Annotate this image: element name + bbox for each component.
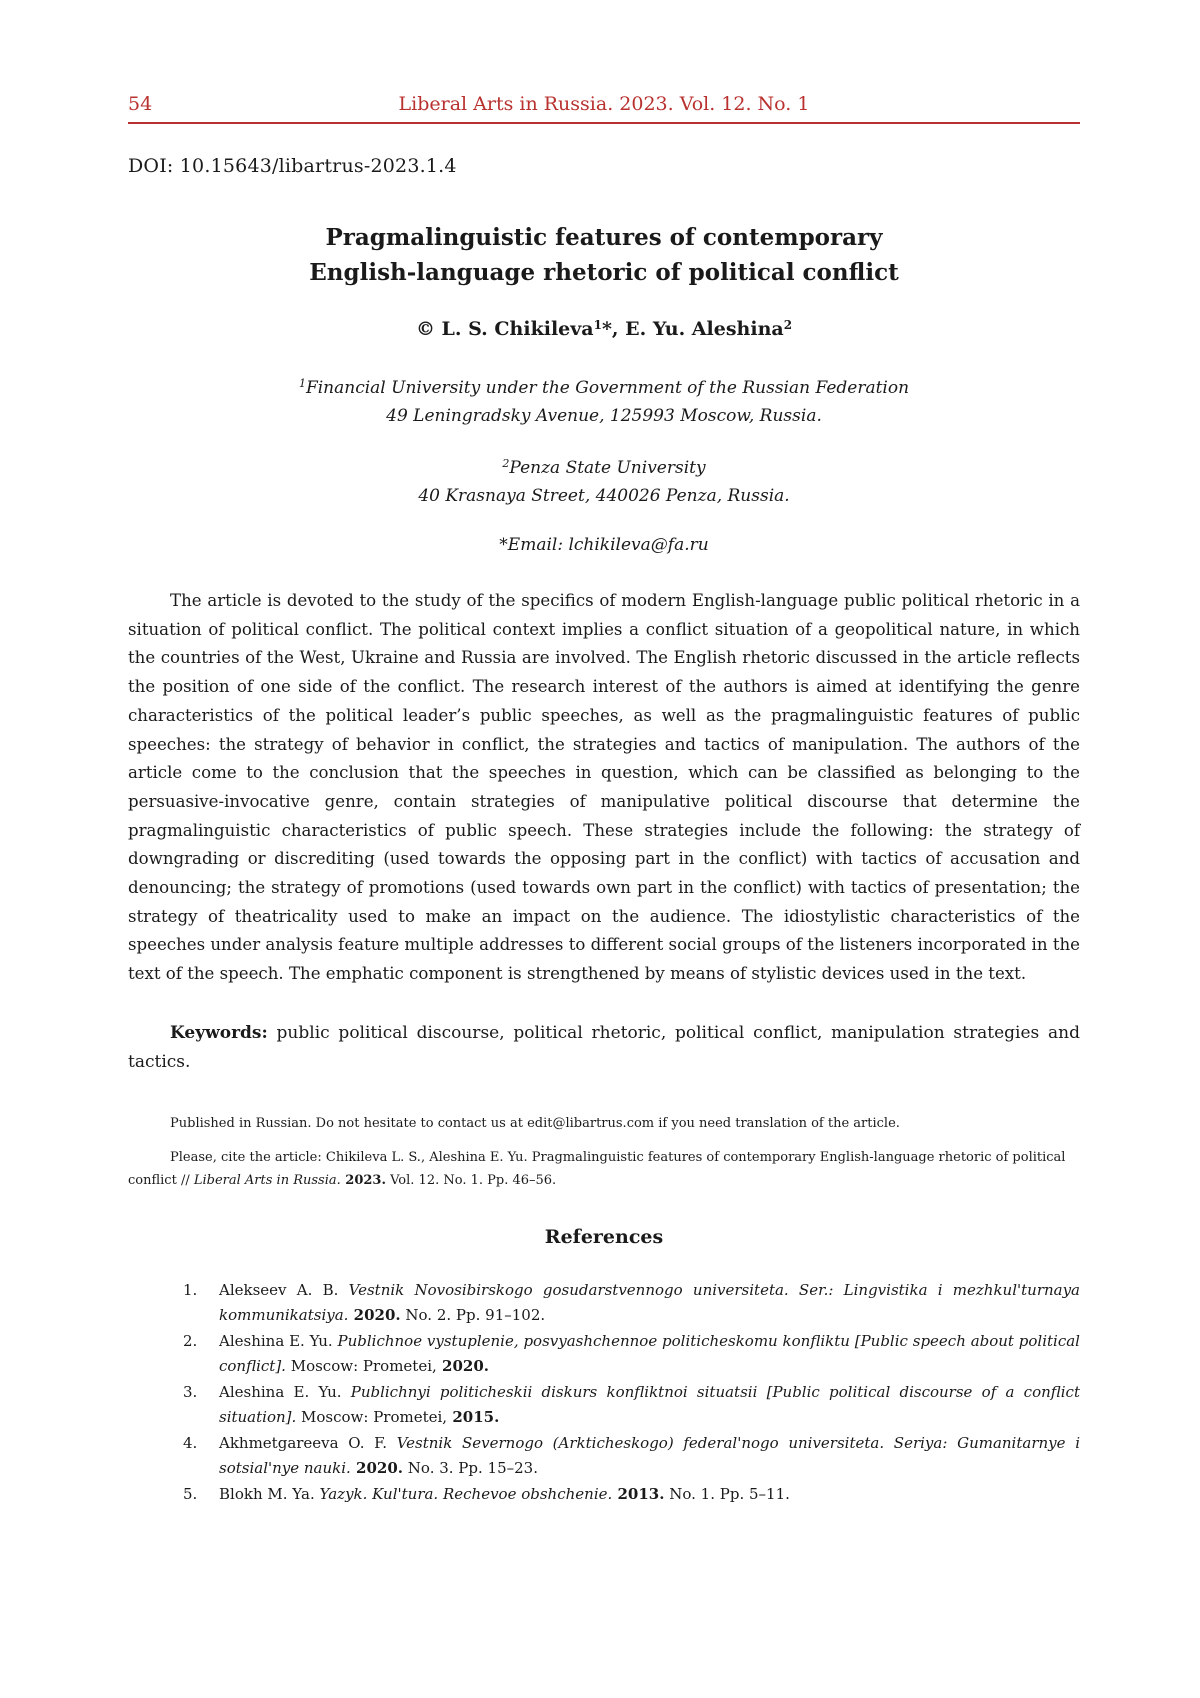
reference-author: Aleshina E. Yu. (219, 1332, 338, 1350)
references-list (183, 1278, 1080, 1508)
running-header (128, 92, 1080, 124)
reference-title: Vestnik Novosibirskogo gosudarstvennogo universiteta. Ser.: Lingvistika i mezhkul'turnaya kommunikatsiya. (219, 1281, 1081, 1324)
keywords-label: Keywords: (170, 1023, 268, 1043)
reference-number: 4. (183, 1434, 198, 1452)
reference-publisher: Moscow: Prometei, (285, 1357, 437, 1375)
reference-item (183, 1329, 1080, 1379)
affiliation-1-mark: 1 (298, 377, 306, 390)
author-2: *, E. Yu. Aleshina (601, 318, 784, 340)
reference-author: Blokh M. Ya. (219, 1485, 320, 1503)
affiliation-2-address: 40 Krasnaya Street, 440026 Penza, Russia. (418, 486, 790, 506)
citation-text: Please, cite the article: Chikileva L. S., Aleshina E. Yu. Pragmalinguistic features of contemporary English-language rhetoric of political conflict // (128, 1150, 1066, 1188)
reference-item (183, 1278, 1080, 1328)
reference-year: 2020. (348, 1306, 401, 1324)
reference-number: 2. (183, 1332, 198, 1350)
citation-note (128, 1146, 1080, 1192)
reference-details: No. 1. Pp. 5–11. (664, 1485, 790, 1503)
reference-year: 2020. (350, 1459, 404, 1477)
doi: DOI: 10.15643/libartrus-2023.1.4 (128, 155, 457, 177)
citation-journal: Liberal Arts in Russia. (193, 1173, 341, 1188)
reference-author: Akhmetgareeva O. F. (219, 1434, 397, 1452)
reference-details: No. 3. Pp. 15–23. (403, 1459, 538, 1477)
author-2-affil-mark: 2 (783, 318, 793, 332)
reference-title: Yazyk. Kul'tura. Rechevoe obshchenie. (319, 1485, 613, 1503)
corresponding-email: *Email: lchikileva@fa.ru (499, 535, 709, 555)
authors (128, 318, 1080, 340)
reference-author: Alekseev A. B. (219, 1281, 349, 1299)
author-1-affil-mark: 1 (593, 318, 602, 332)
affiliation-1 (128, 370, 1080, 430)
citation-pages: Vol. 12. No. 1. Pp. 46–56. (385, 1173, 557, 1188)
keywords (128, 1019, 1080, 1077)
article-title (128, 220, 1080, 290)
reference-item (183, 1431, 1080, 1481)
keywords-text: public political discourse, political rhetoric, political conflict, manipulation strategies and tactics. (128, 1023, 1080, 1072)
reference-title: Publichnyi politicheskii diskurs konfliktnoi situatsii [Public political discourse of a conflict situation]. (219, 1383, 1080, 1426)
affiliation-1-name: Financial University under the Government of the Russian Federation (305, 378, 910, 398)
journal-title: Liberal Arts in Russia. 2023. Vol. 12. No. 1 (398, 93, 810, 115)
page-number: 54 (128, 93, 153, 115)
references-heading: References (544, 1226, 664, 1248)
reference-year: 2013. (612, 1485, 665, 1503)
affiliation-1-address: 49 Leningradsky Avenue, 125993 Moscow, Russia. (386, 406, 822, 426)
reference-details: No. 2. Pp. 91–102. (400, 1306, 546, 1324)
reference-item (183, 1482, 1080, 1507)
reference-number: 5. (183, 1485, 198, 1503)
reference-number: 1. (183, 1281, 198, 1299)
article-title-line-2: English-language rhetoric of political conflict (309, 259, 899, 286)
publication-note: Published in Russian. Do not hesitate to contact us at edit@libartrus.com if you need translation of the article. (170, 1116, 900, 1131)
reference-author: Aleshina E. Yu. (219, 1383, 351, 1401)
reference-number: 3. (183, 1383, 198, 1401)
reference-publisher: Moscow: Prometei, (296, 1408, 448, 1426)
citation-year: 2023. (340, 1173, 386, 1188)
reference-year: 2020. (436, 1357, 489, 1375)
affiliation-2-name: Penza State University (509, 458, 706, 478)
reference-title: Publichnoe vystuplenie, posvyashchennoe politicheskomu konfliktu [Public speech about political conflict]. (219, 1332, 1080, 1375)
reference-title: Vestnik Severnogo (Arkticheskogo) federal'nogo universiteta. Seriya: Gumanitarnye i sotsial'nye nauki. (219, 1434, 1080, 1477)
affiliation-2-mark: 2 (502, 457, 510, 470)
affiliation-2 (128, 450, 1080, 510)
abstract: The article is devoted to the study of the specifics of modern English-language public political rhetoric in a situation of political conflict. The political context implies a conflict situation of a geopolitical nature, in which the countries of the West, Ukraine and Russia are involved. The English rhetoric discussed in the article reflects the position of one side of the conflict. The research interest of the authors is aimed at identifying the genre characteristics of the political leader’s public speeches, as well as the pragmalinguistic features of public speeches: the strategy of behavior in conflict, the strategies and tactics of manipulation. The authors of the article come to the conclusion that the speeches in question, which can be classified as belonging to the persuasive-invocative genre, contain strategies of manipulative political discourse that determine the pragmalinguistic characteristics of public speech. These strategies include the following: the strategy of downgrading or discrediting (used towards the opposing part in the conflict) with tactics of accusation and denouncing; the strategy of promotions (used towards own part in the conflict) with tactics of presentation; the strategy of theatricality used to make an impact on the audience. The idiostylistic characteristics of the speeches under analysis feature multiple addresses to different social groups of the listeners incorporated in the text of the speech. The emphatic component is strengthened by means of stylistic devices used in the text. (128, 591, 1080, 984)
reference-item (183, 1380, 1080, 1430)
reference-year: 2015. (447, 1408, 500, 1426)
author-1: © L. S. Chikileva (415, 318, 594, 340)
article-title-line-1: Pragmalinguistic features of contemporary (325, 224, 883, 251)
